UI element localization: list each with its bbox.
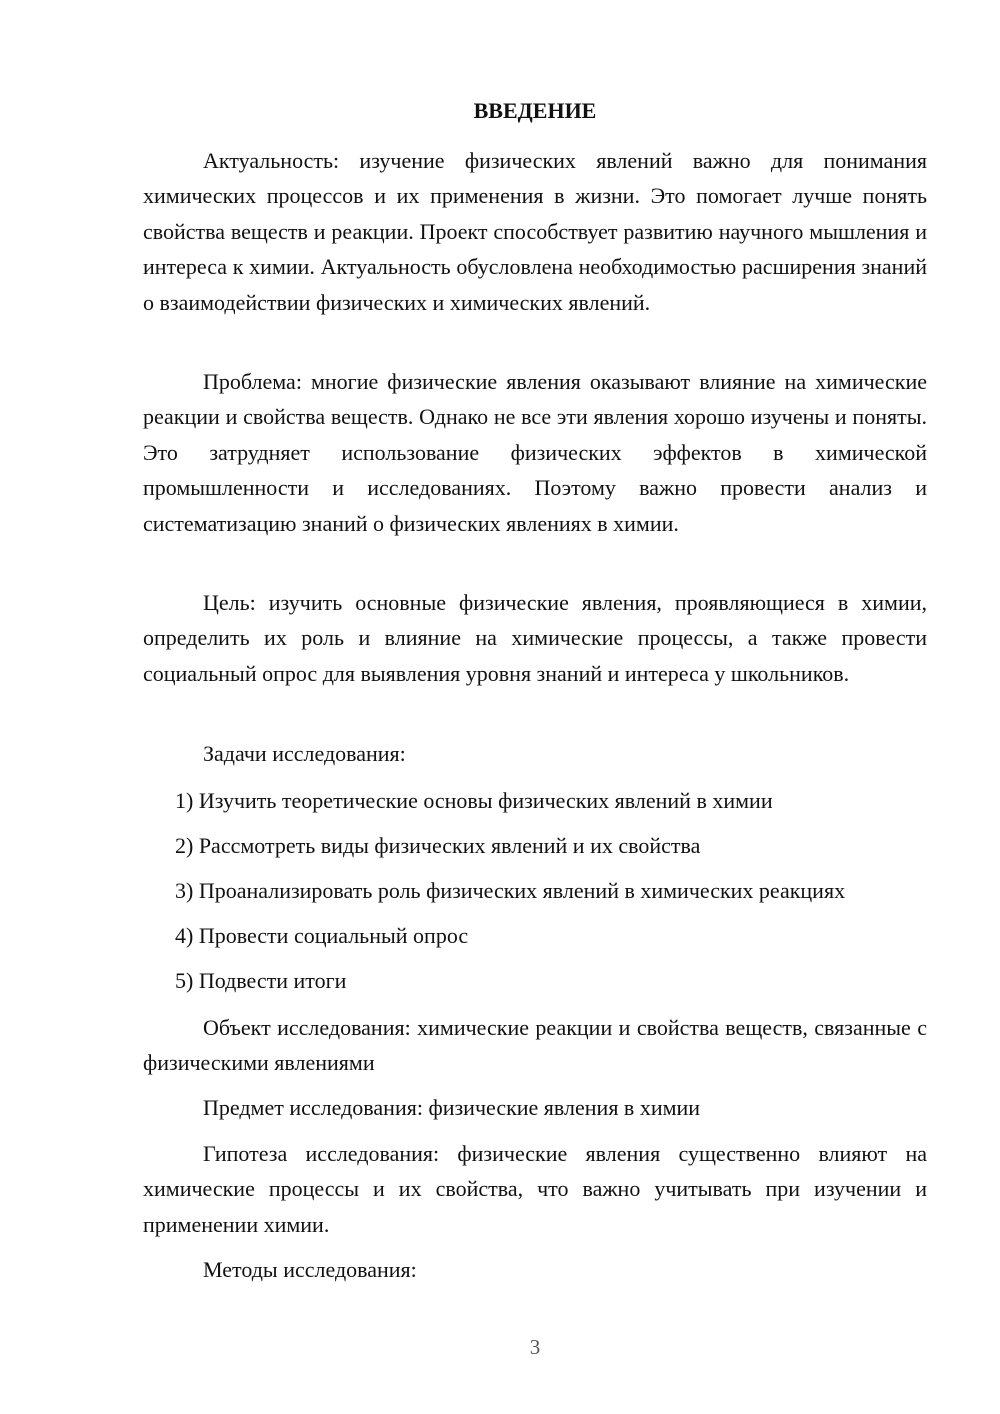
methods-title: Методы исследования: <box>203 1257 417 1282</box>
paragraph-hypothesis: Гипотеза исследования: физические явления существенно влияют на химические процессы и их свойства, что важно учитывать при изучении и применении химии. <box>143 1141 927 1237</box>
task-item-2: 2) Рассмотреть виды физических явлений и их свойства <box>175 833 701 858</box>
paragraph-subject: Предмет исследования: физические явления в химии <box>203 1095 701 1120</box>
paragraph-relevance: Актуальность: изучение физических явлений важно для понимания химических процессов и их применения в жизни. Это помогает лучше понять свойства веществ и реакции. Проект способствует развитию научного мышления и интереса к химии. Актуальность обусловлена необходимостью расширения знаний о взаимодействии физических и химических явлений. <box>143 148 927 315</box>
paragraph-goal: Цель: изучить основные физические явления, проявляющиеся в химии, определить их роль и влияние на химические процессы, а также провести социальный опрос для выявления уровня знаний и интереса у школьников. <box>143 590 927 686</box>
task-item-3: 3) Проанализировать роль физических явлений в химических реакциях <box>175 878 846 903</box>
task-item-5: 5) Подвести итоги <box>175 968 347 993</box>
paragraph-problem: Проблема: многие физические явления оказывают влияние на химические реакции и свойства веществ. Однако не все эти явления хорошо изучены и поняты. Это затрудняет использование физических эффектов в химической промышленности и исследованиях. Поэтому важно провести анализ и систематизацию знаний о физических явлениях в химии. <box>143 369 927 536</box>
task-item-1: 1) Изучить теоретические основы физических явлений в химии <box>175 788 773 813</box>
paragraph-object: Объект исследования: химические реакции и свойства веществ, связанные с физическими явлениями <box>143 1015 927 1076</box>
page-number: 3 <box>529 1335 541 1359</box>
task-item-4: 4) Провести социальный опрос <box>175 923 469 948</box>
tasks-title: Задачи исследования: <box>203 741 406 766</box>
section-heading: ВВЕДЕНИЕ <box>473 98 597 123</box>
